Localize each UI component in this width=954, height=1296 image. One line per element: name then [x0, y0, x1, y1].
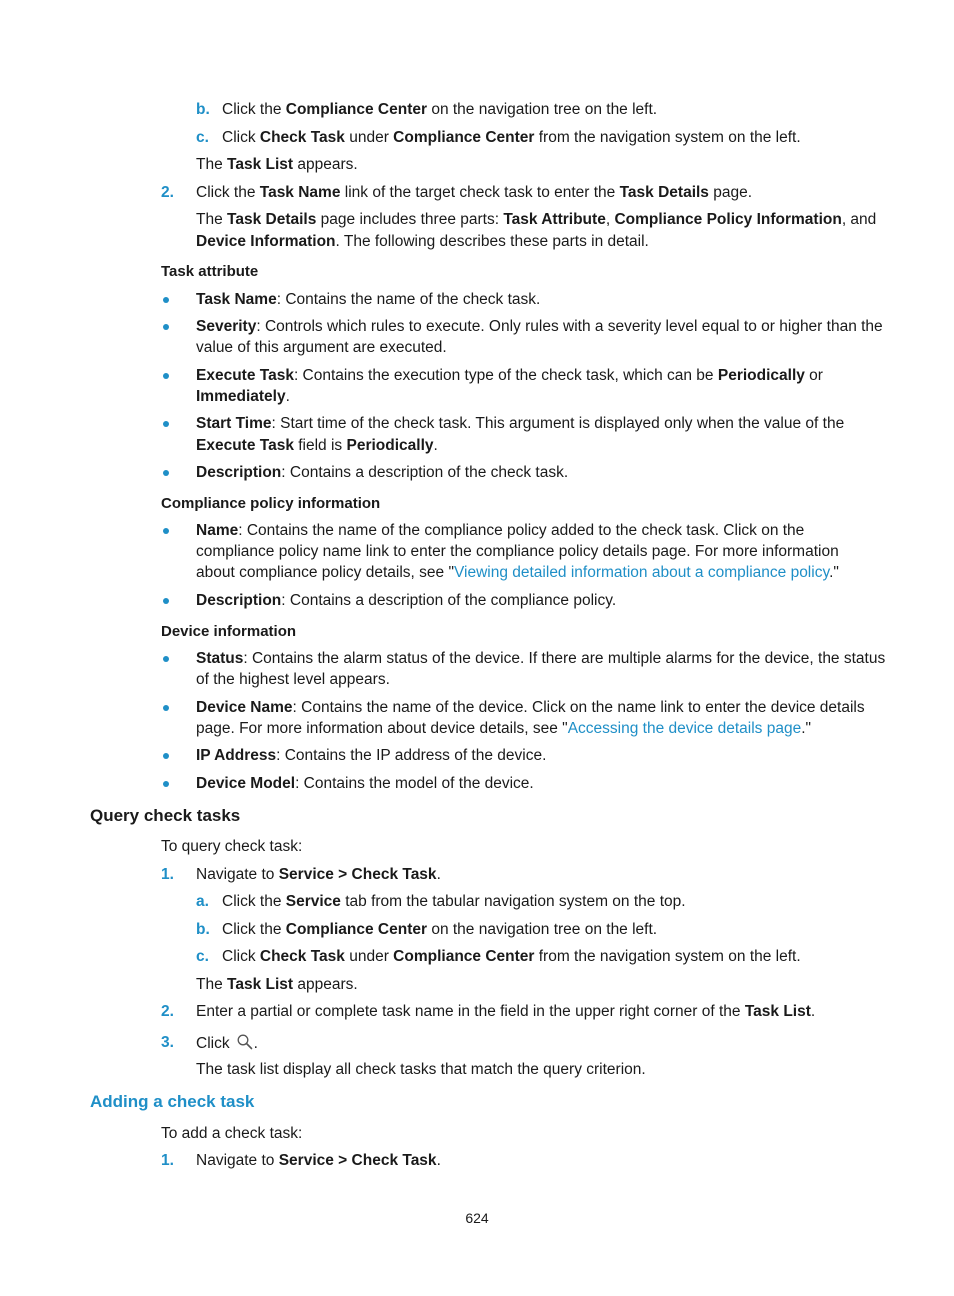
- list-item: Device Model: Contains the model of the device.: [196, 775, 534, 792]
- list-item: Device Name: Contains the name of the device. Click on the name link to enter the device details: [196, 699, 865, 716]
- bullet-icon: [163, 528, 169, 534]
- list-item-cont: about compliance policy details, see "Viewing detailed information about a compliance policy.": [196, 564, 839, 581]
- bullet-icon: [163, 705, 169, 711]
- list-item-cont: value of this argument are executed.: [196, 339, 447, 356]
- list-item: Name: Contains the name of the compliance policy added to the check task. Click on the: [196, 522, 805, 539]
- list-item: IP Address: Contains the IP address of the device.: [196, 747, 547, 764]
- step-text: Click Check Task under Compliance Center from the navigation system on the left.: [222, 129, 801, 146]
- result-text: The task list display all check tasks that match the query criterion.: [196, 1061, 646, 1078]
- list-item: Execute Task: Contains the execution type of the check task, which can be Periodically or: [196, 367, 823, 384]
- list-item: Description: Contains a description of the compliance policy.: [196, 592, 617, 609]
- step-text: Navigate to Service > Check Task.: [196, 1152, 441, 1169]
- step-marker: b.: [196, 921, 210, 938]
- list-item-cont: Immediately.: [196, 388, 290, 405]
- device-details-link[interactable]: Accessing the device details page: [567, 720, 802, 737]
- step-text: Enter a partial or complete task name in the field in the upper right corner of the Task List.: [196, 1003, 816, 1020]
- list-item: Description: Contains a description of the check task.: [196, 464, 569, 481]
- step-marker: 2.: [161, 1003, 174, 1020]
- bullet-icon: [163, 421, 169, 427]
- list-item: Task Name: Contains the name of the check task.: [196, 291, 541, 308]
- list-item-cont: Execute Task field is Periodically.: [196, 437, 438, 454]
- step-marker: 3.: [161, 1034, 174, 1051]
- list-item-cont: of the highest level appears.: [196, 671, 390, 688]
- step-text: Click .: [196, 1033, 258, 1057]
- paragraph: The Task Details page includes three parts: Task Attribute, Compliance Policy Information, and: [196, 211, 877, 228]
- bullet-icon: [163, 656, 169, 662]
- step-text: Click the Task Name link of the target check task to enter the Task Details page.: [196, 184, 753, 201]
- section-heading: Device information: [161, 623, 297, 640]
- result-text: The Task List appears.: [196, 156, 358, 173]
- list-item: Severity: Controls which rules to execute. Only rules with a severity level equal to or higher than the: [196, 318, 883, 335]
- policy-details-link[interactable]: Viewing detailed information about a compliance policy: [453, 564, 830, 581]
- bullet-icon: [163, 324, 169, 330]
- list-item: Status: Contains the alarm status of the device. If there are multiple alarms for the device, the status: [196, 650, 886, 667]
- list-item-cont: page. For more information about device details, see "Accessing the device details page.": [196, 720, 812, 737]
- step-marker: c.: [196, 129, 209, 146]
- bullet-icon: [163, 470, 169, 476]
- step-text: Navigate to Service > Check Task.: [196, 866, 441, 883]
- step-marker: 2.: [161, 184, 174, 201]
- paragraph: To add a check task:: [161, 1125, 303, 1142]
- magnifier-icon: [236, 1033, 254, 1057]
- bullet-icon: [163, 753, 169, 759]
- result-text: The Task List appears.: [196, 976, 358, 993]
- list-item: Start Time: Start time of the check task. This argument is displayed only when the value of the: [196, 415, 845, 432]
- step-text: Click the Service tab from the tabular navigation system on the top.: [222, 893, 686, 910]
- step-marker: 1.: [161, 1152, 174, 1169]
- step-text: Click Check Task under Compliance Center from the navigation system on the left.: [222, 948, 801, 965]
- subsection-heading: Query check tasks: [90, 806, 241, 825]
- step-text: Click the Compliance Center on the navigation tree on the left.: [222, 101, 658, 118]
- section-heading: Task attribute: [161, 263, 259, 280]
- step-marker: a.: [196, 893, 209, 910]
- section-heading-link: Adding a check task: [90, 1092, 255, 1111]
- paragraph: Device Information. The following describes these parts in detail.: [196, 233, 649, 250]
- paragraph: To query check task:: [161, 838, 303, 855]
- bullet-icon: [163, 297, 169, 303]
- step-text: Click the Compliance Center on the navigation tree on the left.: [222, 921, 658, 938]
- bullet-icon: [163, 598, 169, 604]
- step-marker: 1.: [161, 866, 174, 883]
- bullet-icon: [163, 781, 169, 787]
- list-item-cont: compliance policy name link to enter the compliance policy details page. For more information: [196, 543, 839, 560]
- step-marker: b.: [196, 101, 210, 118]
- section-heading: Compliance policy information: [161, 495, 381, 512]
- step-marker: c.: [196, 948, 209, 965]
- page-number: 624: [465, 1210, 489, 1226]
- bullet-icon: [163, 373, 169, 379]
